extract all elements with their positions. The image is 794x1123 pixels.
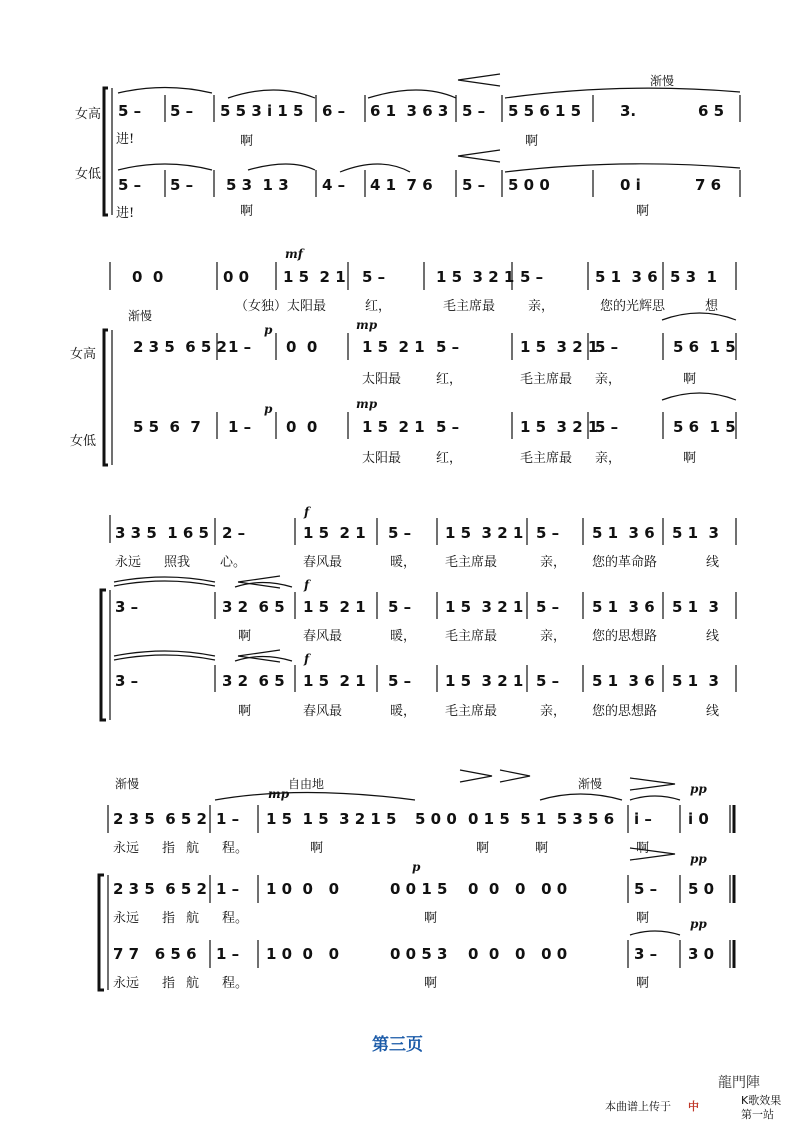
lyric: 毛主席最	[445, 704, 498, 719]
note-group: 1 5 2 1	[283, 268, 346, 286]
note-group: 5 –	[388, 524, 412, 542]
lyric: 永远	[115, 555, 142, 570]
part-label-alto: 女低	[75, 167, 102, 182]
lyric: 啊	[240, 204, 254, 219]
watermark-text: 第一站	[741, 1108, 774, 1121]
note-group: 0 0	[223, 268, 250, 286]
lyric: 毛主席最	[520, 372, 573, 387]
lyric: 航	[186, 841, 200, 856]
dynamic-mark: mp	[356, 318, 378, 332]
note-group: 7 7 6 5 6	[113, 945, 197, 963]
note-group: 0 1 5 5 1 5 3 5 6	[468, 810, 615, 828]
lyric: 永远	[113, 841, 140, 856]
lyric: 太阳最	[362, 451, 402, 466]
watermark-logo: 龍門陣	[718, 1075, 760, 1091]
dynamic-mark: pp	[690, 852, 707, 866]
note-group: 3 –	[115, 672, 139, 690]
note-group: 5 0 0	[415, 810, 457, 828]
lyric: 啊	[238, 704, 252, 719]
lyric: 亲，	[540, 704, 567, 719]
lyric: 啊	[424, 911, 438, 926]
note-group: 5 –	[462, 176, 486, 194]
note-group: 0 0 0 0 0	[468, 945, 568, 963]
lyric: 啊	[238, 629, 252, 644]
dynamic-mark: mf	[285, 247, 303, 261]
lyric: 啊	[636, 841, 650, 856]
note-group: 1 5 2 1	[303, 672, 366, 690]
note-group: 1 5 3 2 1	[520, 338, 599, 356]
lyric: 暖，	[390, 555, 417, 570]
note-group: 5 6 1 5	[673, 418, 736, 436]
note-group: 5 1 3 6	[592, 672, 655, 690]
lyric: 太阳最	[362, 372, 402, 387]
part-label-soprano: 女高	[70, 347, 97, 362]
lyric: 啊	[683, 372, 697, 387]
note-group: 0 0	[286, 418, 318, 436]
tempo-marking: 渐慢	[115, 777, 140, 791]
note-group: 5 –	[118, 102, 142, 120]
lyric: 暖，	[390, 629, 417, 644]
note-group: 5 –	[170, 102, 194, 120]
tempo-marking: 渐慢	[128, 309, 153, 323]
lyric: 程。	[222, 911, 249, 926]
note-group: 5 –	[536, 524, 560, 542]
note-group: 1 5 3 2 1	[445, 524, 524, 542]
lyric: 亲，	[595, 451, 622, 466]
watermark-text: K歌效果	[741, 1094, 782, 1107]
site-logo[interactable]: 中	[688, 1100, 699, 1113]
lyric: 红，	[436, 372, 463, 387]
lyric: 照我	[164, 555, 191, 570]
page-label: 第三页	[372, 1035, 423, 1055]
note-group: 3.	[620, 102, 637, 120]
note-group: 4 –	[322, 176, 346, 194]
dynamic-mark: p	[412, 860, 421, 874]
dynamic-mark: pp	[690, 917, 707, 931]
lyric: 啊	[535, 841, 549, 856]
note-group: 3 –	[634, 945, 658, 963]
lyric: 指	[162, 841, 176, 856]
lyric: 毛主席最	[445, 555, 498, 570]
dynamic-mark: pp	[690, 782, 707, 796]
lyric: 红，	[365, 299, 392, 314]
lyric: 线	[706, 704, 720, 719]
dynamic-mark: p	[264, 323, 273, 337]
dynamic-mark: mp	[268, 787, 290, 801]
note-group: 2 –	[222, 524, 246, 542]
note-group: 5 3 1 3	[226, 176, 289, 194]
note-group: 5 3 1	[670, 268, 717, 286]
dynamic-mark: f	[304, 652, 310, 666]
note-group: 1 –	[216, 880, 240, 898]
lyric: 啊	[310, 841, 324, 856]
lyric: 指	[162, 976, 176, 991]
lyric: 航	[186, 911, 200, 926]
note-group: 1 5 2 1	[362, 338, 425, 356]
note-group: 5 –	[436, 338, 460, 356]
note-group: 0 0 0 0 0	[468, 880, 568, 898]
note-group: 0 0	[132, 268, 164, 286]
note-group: 1 5 3 2 1	[445, 598, 524, 616]
note-group: 3 –	[115, 598, 139, 616]
note-group: 5 –	[595, 338, 619, 356]
note-group: 5 6 1 5	[673, 338, 736, 356]
note-group: 1 0 0 0	[266, 880, 340, 898]
dynamic-mark: f	[304, 578, 310, 592]
note-group: 5 –	[362, 268, 386, 286]
note-group: 5 1 3	[672, 598, 719, 616]
note-group: 5 5 6 1 5	[508, 102, 582, 120]
lyric: 毛主席最	[443, 299, 496, 314]
solo-tag: （女独）	[235, 299, 288, 314]
note-group: 5 –	[170, 176, 194, 194]
note-group: 3 2 6 5	[222, 598, 285, 616]
note-group: 2 3 5 6 5 2	[113, 810, 207, 828]
lyric: 指	[162, 911, 176, 926]
note-group: 1 –	[228, 338, 252, 356]
tempo-marking: 渐慢	[578, 777, 603, 791]
lyric: 暖，	[390, 704, 417, 719]
lyric: 啊	[240, 134, 254, 149]
note-group: 5 –	[388, 672, 412, 690]
upload-note: 本曲谱上传于	[605, 1100, 671, 1113]
dynamic-mark: p	[264, 402, 273, 416]
lyric: 毛主席最	[520, 451, 573, 466]
dynamic-mark: f	[304, 505, 310, 519]
lyric: 线	[706, 629, 720, 644]
note-group: 5 –	[118, 176, 142, 194]
note-group: 7 6	[695, 176, 722, 194]
note-group: 2 3 5 6 5 2	[133, 338, 227, 356]
lyric: 红，	[436, 451, 463, 466]
note-group: 5 5 3 i 1 5	[220, 102, 304, 120]
note-group: 5 –	[536, 598, 560, 616]
note-group: 3 2 6 5	[222, 672, 285, 690]
lyric: 啊	[683, 451, 697, 466]
note-group: 4 1 7 6	[370, 176, 433, 194]
note-group: i 0	[688, 810, 709, 828]
note-group: 1 –	[228, 418, 252, 436]
note-group: 5 0	[688, 880, 715, 898]
note-group: 5 –	[536, 672, 560, 690]
note-group: 0 0 1 5	[390, 880, 448, 898]
lyric: 永远	[113, 911, 140, 926]
lyric: 啊	[636, 204, 650, 219]
lyric: 毛主席最	[445, 629, 498, 644]
note-group: i –	[634, 810, 652, 828]
lyric: 进!	[116, 132, 135, 147]
lyric: 亲，	[540, 555, 567, 570]
note-group: 2 3 5 6 5 2	[113, 880, 207, 898]
note-group: 5 –	[436, 418, 460, 436]
note-group: 5 1 3	[672, 524, 719, 542]
tempo-marking: 自由地	[288, 777, 325, 791]
note-group: 1 5 1 5 3 2 1 5	[266, 810, 397, 828]
note-group: 5 0 0	[508, 176, 550, 194]
lyric: 春风最	[303, 629, 343, 644]
note-group: 5 1 3 6	[592, 524, 655, 542]
note-group: 1 5 2 1	[362, 418, 425, 436]
note-group: 5 5 6 7	[133, 418, 201, 436]
lyric: 春风最	[303, 704, 343, 719]
lyric: 永远	[113, 976, 140, 991]
lyric: 太阳最	[287, 299, 327, 314]
lyric: 您的革命路	[592, 555, 658, 570]
note-group: 1 –	[216, 810, 240, 828]
lyric: 航	[186, 976, 200, 991]
tempo-marking: 渐慢	[650, 74, 675, 88]
note-group: 3 3 5 1 6 5	[115, 524, 209, 542]
lyric: 啊	[525, 134, 539, 149]
lyric: 进!	[116, 206, 135, 221]
note-group: 5 –	[634, 880, 658, 898]
note-group: 5 1 3 6	[592, 598, 655, 616]
note-group: 5 1 3 6	[595, 268, 658, 286]
lyric: 亲，	[528, 299, 555, 314]
note-group: 1 5 3 2 1	[436, 268, 515, 286]
lyric: 您的光辉思	[600, 299, 666, 314]
note-group: 5 1 3	[672, 672, 719, 690]
lyric: 亲，	[540, 629, 567, 644]
lyric: 线	[706, 555, 720, 570]
note-group: 5 –	[520, 268, 544, 286]
lyric: 程。	[222, 976, 249, 991]
lyric: 心。	[220, 555, 247, 570]
lyric: 您的思想路	[592, 629, 658, 644]
lyric: 春风最	[303, 555, 343, 570]
note-group: 3 0	[688, 945, 715, 963]
lyric: 啊	[476, 841, 490, 856]
lyric: 啊	[636, 976, 650, 991]
dynamic-mark: mp	[356, 397, 378, 411]
note-group: 6 –	[322, 102, 346, 120]
note-group: 1 5 3 2 1	[520, 418, 599, 436]
note-group: 1 0 0 0	[266, 945, 340, 963]
lyric: 程。	[222, 841, 249, 856]
lyric: 啊	[636, 911, 650, 926]
lyric: 啊	[424, 976, 438, 991]
note-group: 0 0	[286, 338, 318, 356]
note-group: 6 1 3 6 3	[370, 102, 449, 120]
note-group: 0 0 5 3	[390, 945, 448, 963]
note-group: 1 5 2 1	[303, 598, 366, 616]
lyric: 亲，	[595, 372, 622, 387]
lyric: 您的思想路	[592, 704, 658, 719]
part-label-alto: 女低	[70, 434, 97, 449]
note-group: 1 –	[216, 945, 240, 963]
note-group: 0 i	[620, 176, 641, 194]
note-group: 1 5 2 1	[303, 524, 366, 542]
part-label-soprano: 女高	[75, 107, 102, 122]
note-group: 5 –	[595, 418, 619, 436]
note-group: 1 5 3 2 1	[445, 672, 524, 690]
lyric: 想	[705, 299, 719, 314]
note-group: 6 5	[698, 102, 725, 120]
note-group: 5 –	[462, 102, 486, 120]
note-group: 5 –	[388, 598, 412, 616]
